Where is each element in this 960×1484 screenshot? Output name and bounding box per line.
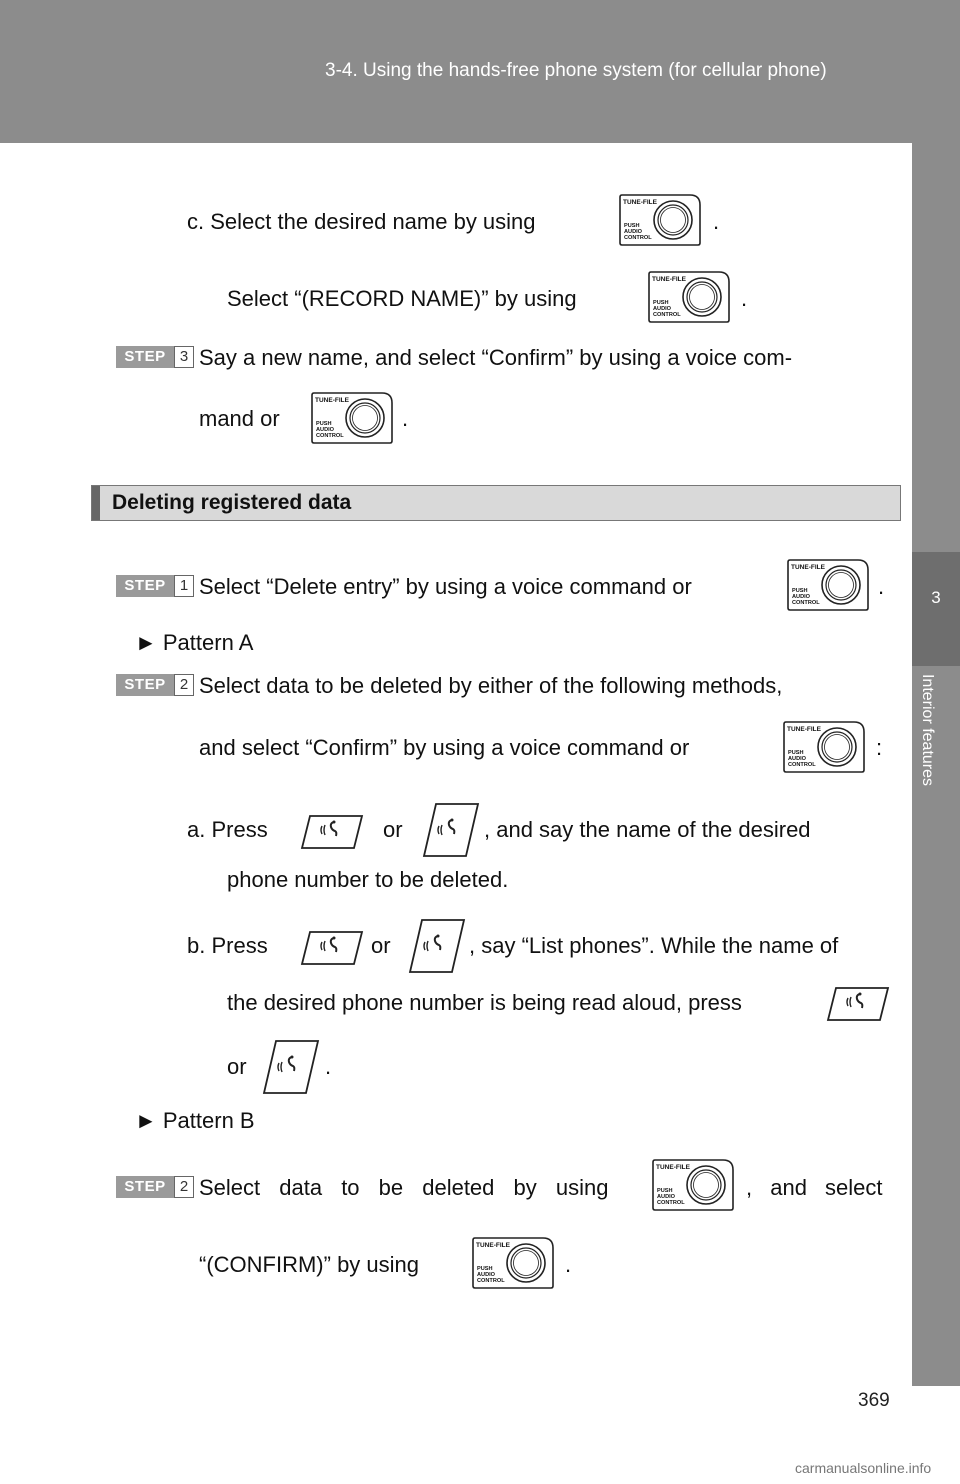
pattern-b-line2-period: . xyxy=(565,1252,572,1277)
pattern-b-label: ► Pattern B xyxy=(135,1108,255,1133)
method-b-press: b. Press xyxy=(187,933,268,958)
step3-line2-period: . xyxy=(402,406,409,431)
svg-text:AUDIO: AUDIO xyxy=(653,306,672,312)
pattern-a-line2: and select “Confirm” by using a voice command or xyxy=(199,735,690,760)
svg-text:TUNE-FILE: TUNE-FILE xyxy=(315,397,349,404)
pattern-b-line2: “(CONFIRM)” by using xyxy=(199,1252,420,1277)
pattern-b-line1: Select data to be deleted by using xyxy=(199,1175,609,1200)
tune-file-knob-icon xyxy=(647,270,731,324)
svg-text:TUNE-FILE: TUNE-FILE xyxy=(623,199,657,206)
svg-text:PUSH: PUSH xyxy=(788,750,804,756)
svg-text:CONTROL: CONTROL xyxy=(653,312,681,318)
svg-text:AUDIO: AUDIO xyxy=(657,1194,676,1200)
talk-switch-icon xyxy=(826,984,890,1032)
section-heading-bar xyxy=(91,485,901,521)
side-tab-upper xyxy=(912,143,960,552)
intro-line-record-period: . xyxy=(741,286,748,311)
page-number: 369 xyxy=(858,1390,890,1411)
method-a-or: or xyxy=(383,817,403,842)
method-b-line3-period: . xyxy=(325,1054,332,1079)
svg-text:TUNE-FILE: TUNE-FILE xyxy=(791,564,825,571)
pattern-a-line1: Select data to be deleted by either of the following methods, xyxy=(199,673,783,698)
method-b-line3-or: or xyxy=(227,1054,247,1079)
svg-text:CONTROL: CONTROL xyxy=(788,762,816,768)
svg-text:TUNE-FILE: TUNE-FILE xyxy=(476,1242,510,1249)
method-a-rest: , and say the name of the desired xyxy=(484,817,811,842)
svg-text:CONTROL: CONTROL xyxy=(477,1278,505,1284)
svg-text:CONTROL: CONTROL xyxy=(792,600,820,606)
talk-switch-icon xyxy=(408,918,472,966)
chapter-label: Interior features xyxy=(919,673,936,787)
intro-line-c: c. Select the desired name by using xyxy=(187,209,536,234)
section-accent xyxy=(92,486,100,520)
step-badge: STEP 1 xyxy=(116,575,194,597)
intro-line-c-period: . xyxy=(713,209,720,234)
pattern-b-line1-post: , and select xyxy=(746,1175,883,1200)
method-a-line2: phone number to be deleted. xyxy=(227,867,509,892)
method-b-or: or xyxy=(371,933,391,958)
svg-text:PUSH: PUSH xyxy=(792,588,808,594)
svg-text:CONTROL: CONTROL xyxy=(657,1200,685,1206)
svg-text:AUDIO: AUDIO xyxy=(788,756,807,762)
side-tab-chapter xyxy=(912,552,960,666)
svg-text:TUNE-FILE: TUNE-FILE xyxy=(652,276,686,283)
svg-text:PUSH: PUSH xyxy=(316,421,332,427)
step-badge: STEP 2 xyxy=(116,674,194,696)
tune-file-knob-icon xyxy=(786,558,870,612)
talk-switch-icon xyxy=(300,812,364,860)
svg-text:PUSH: PUSH xyxy=(624,223,640,229)
tune-file-knob-icon xyxy=(310,391,394,445)
step3-line2: mand or xyxy=(199,406,280,431)
svg-text:PUSH: PUSH xyxy=(653,300,669,306)
talk-switch-icon xyxy=(300,928,364,976)
pattern-a-label: ► Pattern A xyxy=(135,630,254,655)
tune-file-knob-icon xyxy=(471,1236,555,1290)
tune-file-knob-icon xyxy=(782,720,866,774)
svg-text:PUSH: PUSH xyxy=(657,1188,673,1194)
method-a-press: a. Press xyxy=(187,817,268,842)
step3-line1: Say a new name, and select “Confirm” by using a voice com- xyxy=(199,345,793,370)
section-title: Deleting registered data xyxy=(112,491,352,514)
pattern-a-line2-colon: : xyxy=(876,735,883,760)
watermark: carmanualsonline.info xyxy=(795,1460,932,1476)
svg-text:AUDIO: AUDIO xyxy=(624,229,643,235)
svg-text:AUDIO: AUDIO xyxy=(792,594,811,600)
method-b-rest: , say “List phones”. While the name of xyxy=(469,933,839,958)
svg-text:AUDIO: AUDIO xyxy=(477,1272,496,1278)
method-b-line2: the desired phone number is being read aloud, press xyxy=(227,990,742,1015)
step-badge: STEP 2 xyxy=(116,1176,194,1198)
step1-period: . xyxy=(878,574,885,599)
step-badge: STEP 3 xyxy=(116,346,194,368)
talk-switch-icon xyxy=(262,1039,326,1087)
svg-text:AUDIO: AUDIO xyxy=(316,427,335,433)
page-header xyxy=(0,0,960,143)
intro-line-record: Select “(RECORD NAME)” by using xyxy=(227,286,577,311)
tune-file-knob-icon xyxy=(651,1158,735,1212)
header-title: 3-4. Using the hands-free phone system (for cellular phone) xyxy=(325,60,827,81)
svg-text:TUNE-FILE: TUNE-FILE xyxy=(656,1164,690,1171)
tune-file-knob-icon xyxy=(618,193,702,247)
step1-text: Select “Delete entry” by using a voice command or xyxy=(199,574,692,599)
chapter-number: 3 xyxy=(931,588,941,607)
svg-text:CONTROL: CONTROL xyxy=(316,433,344,439)
svg-text:CONTROL: CONTROL xyxy=(624,235,652,241)
svg-text:TUNE-FILE: TUNE-FILE xyxy=(787,726,821,733)
svg-text:PUSH: PUSH xyxy=(477,1266,493,1272)
talk-switch-icon xyxy=(422,802,486,850)
